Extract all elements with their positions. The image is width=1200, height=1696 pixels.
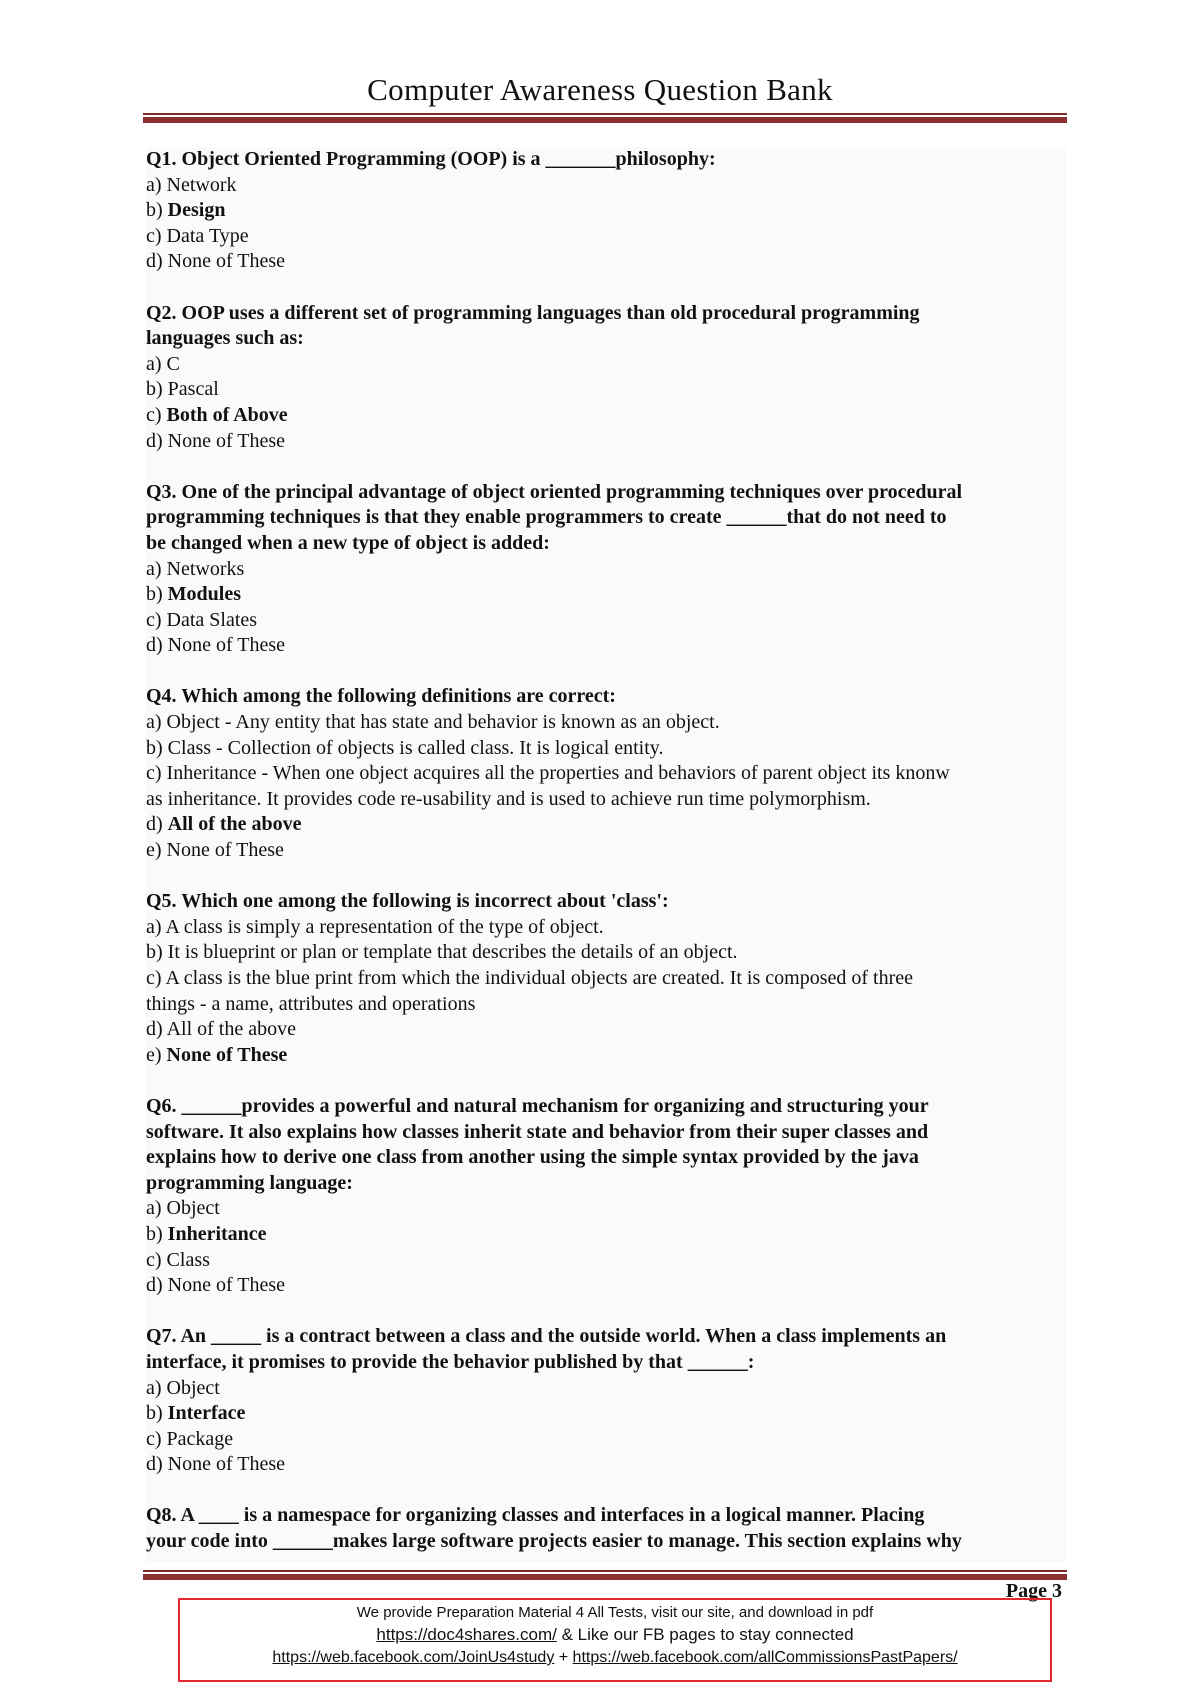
option-prefix: d) (146, 634, 168, 657)
question-text: explains how to derive one class from another using the simple syntax provided by the java (146, 1146, 919, 1169)
promo-line-fb (180, 1649, 1050, 1667)
question-text: languages such as: (146, 327, 304, 350)
option-text: None of These (167, 1274, 286, 1297)
answer-option (146, 787, 1066, 813)
answer-option (146, 761, 1066, 787)
option-prefix: c) (146, 1248, 167, 1271)
option-prefix: c) (146, 967, 166, 989)
option-prefix: d) (146, 1453, 168, 1476)
option-text: Object - Any entity that has state and behavior is known as an object. (166, 711, 720, 734)
option-prefix: d) (146, 813, 168, 836)
option-text: Data Slates (166, 608, 258, 631)
question-text: Q3. One of the principal advantage of object oriented programming techniques over procedural (146, 480, 963, 503)
option-prefix: b) (146, 736, 168, 759)
option-text: None of These (167, 1453, 286, 1476)
header-rule (143, 113, 1067, 123)
question-block (146, 1324, 1066, 1478)
option-prefix: a) (146, 1376, 167, 1399)
option-text: Pascal (167, 378, 219, 401)
question-text: programming language: (146, 1171, 353, 1194)
promo-fb-text: & Like our FB pages to stay connected (556, 1625, 854, 1644)
answer-option (146, 198, 1066, 224)
question-block (146, 147, 1066, 275)
option-text: Data Type (166, 224, 249, 247)
answer-option (146, 992, 1066, 1018)
answer-option (146, 1401, 1066, 1427)
option-text: None of These (167, 634, 286, 657)
option-prefix: c) (146, 224, 167, 247)
option-text: Class (166, 1248, 210, 1271)
answer-option (146, 915, 1066, 941)
answer-option (146, 377, 1066, 403)
promo-line-site (180, 1625, 1050, 1645)
option-prefix: d) (146, 250, 168, 273)
option-text: A class is the blue print from which the individual objects are created. It is composed of three (165, 967, 913, 989)
answer-option (146, 1222, 1066, 1248)
question-block (146, 480, 1066, 659)
option-prefix: b) (146, 1402, 168, 1425)
question-text: be changed when a new type of object is added: (146, 531, 550, 554)
option-text: It is blueprint or plan or template that describes the details of an object. (167, 941, 738, 964)
correct-answer-text: Modules (167, 583, 242, 606)
answer-option (146, 633, 1066, 659)
answer-option (146, 429, 1066, 455)
answer-option (146, 224, 1066, 250)
question-block (146, 1503, 1066, 1554)
answer-option (146, 1452, 1066, 1478)
option-text: Object (166, 1197, 220, 1220)
question-text: Q1. Object Oriented Programming (OOP) is a _______philosophy: (146, 148, 716, 170)
option-prefix: c) (146, 762, 167, 785)
answer-option (146, 1043, 1066, 1069)
question-text: Q5. Which one among the following is incorrect about 'class': (146, 890, 669, 913)
option-text: things - a name, attributes and operations (146, 992, 476, 1015)
promo-box (178, 1598, 1052, 1682)
option-prefix: a) (146, 557, 167, 580)
answer-option (146, 1427, 1066, 1453)
answer-option (146, 736, 1066, 762)
answer-option (146, 710, 1066, 736)
facebook-link-pastpapers[interactable]: https://web.facebook.com/allCommissionsPastPapers/ (572, 1649, 958, 1666)
option-text: C (166, 352, 180, 375)
question-text: Q7. An _____ is a contract between a class and the outside world. When a class implements an (146, 1325, 947, 1348)
question-text: your code into ______makes large software projects easier to manage. This section explains why (146, 1530, 962, 1553)
question-text: Q2. OOP uses a different set of programming languages than old procedural programming (146, 301, 920, 324)
option-text: as inheritance. It provides code re-usability and is used to achieve run time polymorphism. (146, 787, 871, 810)
correct-answer-text: All of the above (167, 813, 302, 836)
page-title: Computer Awareness Question Bank (367, 72, 833, 107)
question-text: programming techniques is that they enable programmers to create ______that do not need to (146, 506, 947, 529)
option-text: Object (166, 1376, 220, 1399)
plus-separator: + (554, 1649, 573, 1666)
question-text: interface, it promises to provide the behavior published by that ______: (146, 1350, 755, 1373)
answer-option (146, 812, 1066, 838)
option-prefix: a) (146, 352, 167, 375)
question-text: Q8. A ____ is a namespace for organizing classes and interfaces in a logical manner. Placing (146, 1504, 925, 1527)
answer-option (146, 1273, 1066, 1299)
question-block (146, 301, 1066, 455)
option-prefix: b) (146, 378, 168, 401)
option-text: A class is simply a representation of the type of object. (165, 915, 604, 938)
option-prefix: a) (146, 173, 167, 196)
option-prefix: a) (146, 711, 167, 734)
option-prefix: c) (146, 1427, 167, 1450)
question-text: Q4. Which among the following definitions are correct: (146, 685, 616, 708)
answer-option (146, 582, 1066, 608)
footer-rule (143, 1570, 1067, 1580)
option-text: Network (166, 173, 237, 196)
answer-option (146, 403, 1066, 429)
option-prefix: e) (146, 1043, 167, 1066)
option-prefix: b) (146, 1222, 168, 1245)
option-prefix: b) (146, 941, 168, 964)
option-text: Class - Collection of objects is called class. It is logical entity. (167, 736, 664, 759)
answer-option (146, 966, 1066, 992)
question-block (146, 684, 1066, 863)
option-prefix: d) (146, 1018, 167, 1041)
correct-answer-text: Both of Above (166, 403, 288, 426)
option-prefix: d) (146, 1274, 168, 1297)
page-number: Page 3 (1005, 1580, 1062, 1602)
facebook-link-joinus4study[interactable]: https://web.facebook.com/JoinUs4study (272, 1649, 555, 1666)
answer-option (146, 940, 1066, 966)
answer-option (146, 1248, 1066, 1274)
answer-option (146, 557, 1066, 583)
question-block (146, 889, 1066, 1068)
option-text: Networks (166, 557, 245, 580)
correct-answer-text: None of These (166, 1043, 288, 1066)
question-list (146, 147, 1066, 1562)
answer-option (146, 608, 1066, 634)
option-text: None of These (167, 250, 286, 273)
option-prefix: e) (146, 839, 167, 862)
site-link[interactable]: https://doc4shares.com/ (376, 1625, 557, 1644)
promo-text: We provide Preparation Material 4 All Tests, visit our site, and download in pdf (356, 1604, 874, 1621)
option-prefix: c) (146, 403, 167, 426)
answer-option (146, 1017, 1066, 1043)
answer-option (146, 173, 1066, 199)
question-text: Q6. ______provides a powerful and natural mechanism for organizing and structuring your (146, 1094, 929, 1117)
option-prefix: d) (146, 429, 168, 452)
answer-option (146, 1196, 1066, 1222)
correct-answer-text: Design (167, 199, 226, 222)
answer-option (146, 1376, 1066, 1402)
correct-answer-text: Interface (167, 1402, 246, 1425)
question-text: software. It also explains how classes inherit state and behavior from their super classes and (146, 1120, 929, 1143)
answer-option (146, 352, 1066, 378)
option-text: None of These (167, 429, 286, 452)
option-text: Inheritance - When one object acquires all the properties and behaviors of parent object its knonw (166, 762, 950, 785)
correct-answer-text: Inheritance (167, 1222, 267, 1245)
option-text: Package (166, 1427, 234, 1450)
option-prefix: c) (146, 608, 167, 631)
option-prefix: a) (146, 1197, 167, 1220)
answer-option (146, 249, 1066, 275)
option-text: All of the above (166, 1018, 296, 1041)
answer-option (146, 838, 1066, 864)
option-prefix: b) (146, 199, 168, 222)
question-block (146, 1094, 1066, 1299)
option-prefix: b) (146, 583, 168, 606)
option-text: None of These (166, 839, 284, 862)
option-prefix: a) (146, 915, 166, 938)
